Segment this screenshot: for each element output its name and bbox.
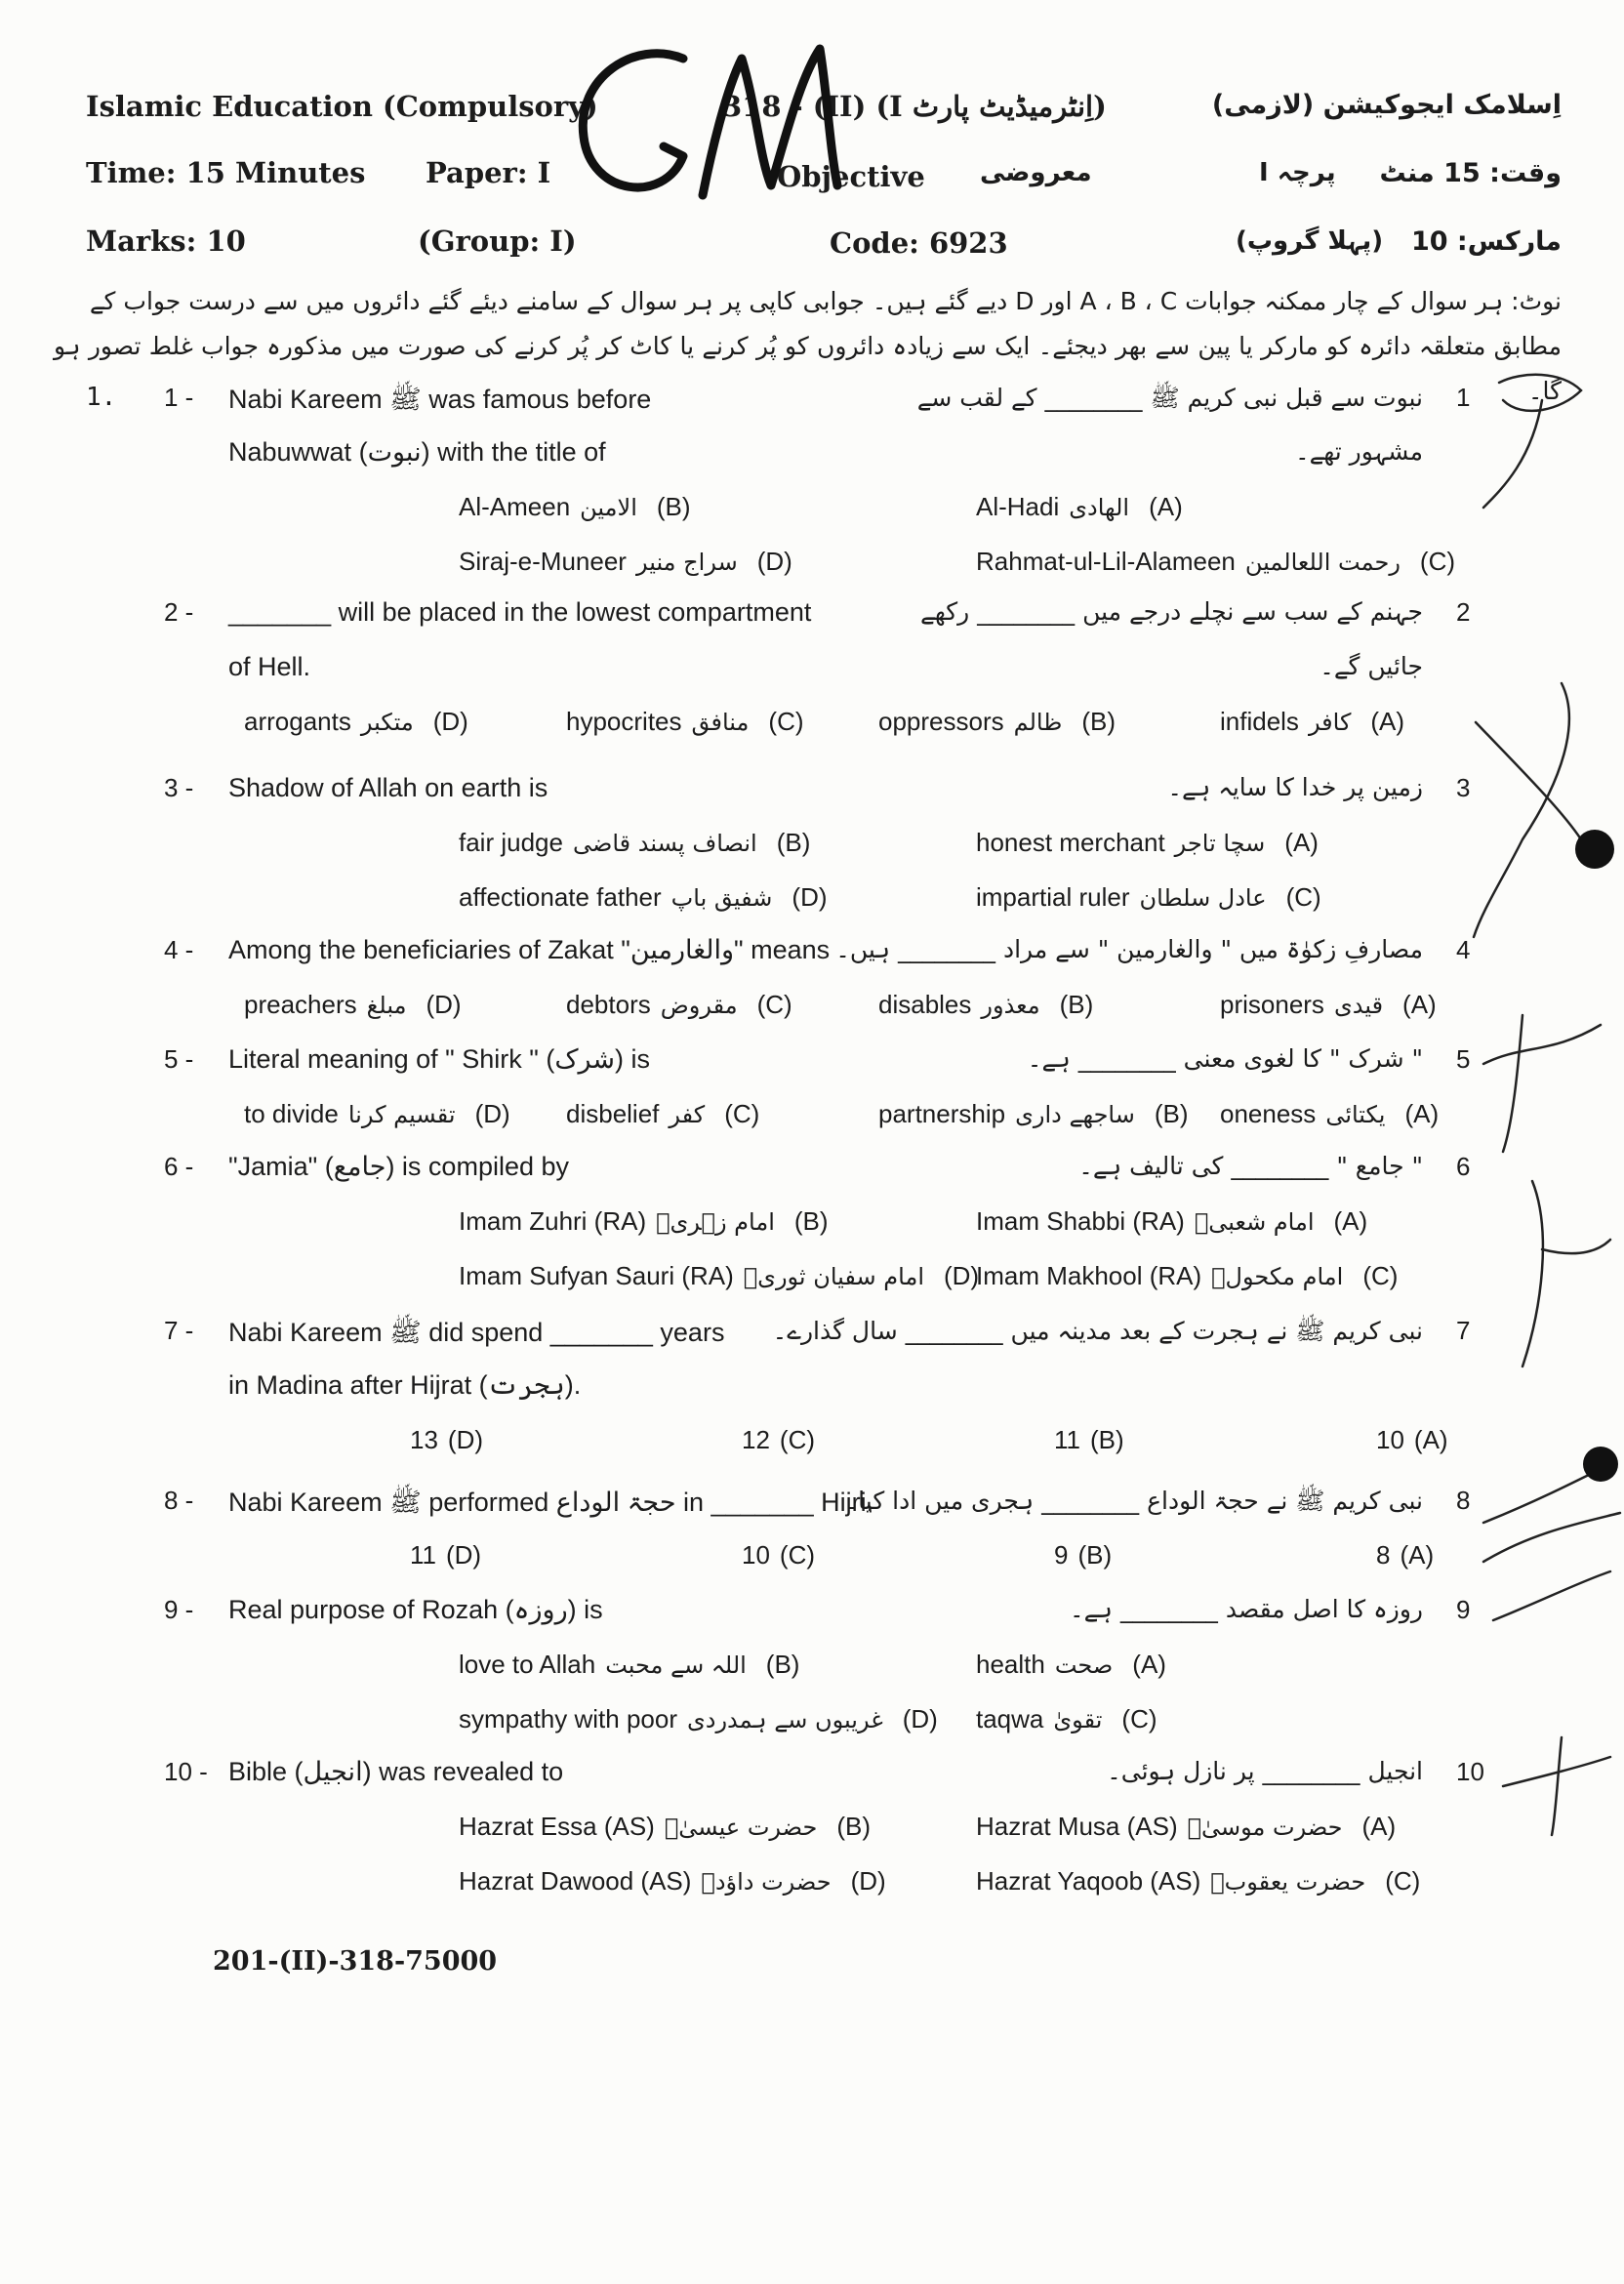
option-letter: (A) <box>1333 1206 1368 1236</box>
option-c <box>976 1866 1420 1897</box>
option-text-urdu: مبلغ <box>366 992 407 1019</box>
question-number-right: 7 <box>1456 1316 1471 1345</box>
question-text-english: Literal meaning of " Shirk " (شرک) is <box>228 1044 650 1074</box>
option-letter: (B) <box>793 1206 829 1236</box>
option-letter: (B) <box>1154 1099 1189 1128</box>
option-letter: (A) <box>1149 492 1183 521</box>
option-a <box>1376 1540 1434 1570</box>
option-b <box>459 1206 829 1237</box>
option-text-english: partnership <box>878 1099 1006 1128</box>
option-text-english: honest merchant <box>976 828 1165 857</box>
question-text-urdu: نبوت سے قبل نبی کریم ﷺ ________ کے لقب سے <box>916 384 1423 412</box>
question-number: 8 - <box>164 1486 194 1515</box>
question-text-english: Nabi Kareem ﷺ did spend _______ years <box>228 1318 725 1347</box>
option-letter: (C) <box>724 1099 760 1128</box>
option-text-urdu: حضرت داؤدؑ <box>701 1868 832 1896</box>
option-d <box>459 882 828 913</box>
option-text-english: love to Allah <box>459 1650 596 1679</box>
option-letter: (B) <box>765 1650 800 1679</box>
option-text-english: preachers <box>244 990 357 1019</box>
question-number-right: 6 <box>1456 1152 1471 1181</box>
option-letter: (C) <box>779 1425 816 1454</box>
option-text-urdu: اللہ سے محبت <box>605 1652 747 1679</box>
question-text-english-continued: Nabuwwat (نبوت) with the title of <box>228 437 606 467</box>
option-d <box>410 1540 481 1570</box>
option-a <box>1220 990 1437 1020</box>
subject-english: Islamic Education (Compulsory) <box>86 90 598 123</box>
question-number-right: 3 <box>1456 773 1471 802</box>
question-number: 7 - <box>164 1316 194 1345</box>
option-text-english: 12 <box>742 1425 770 1454</box>
option-text-urdu: امام سفیان ثوریؒ <box>743 1263 924 1290</box>
option-letter: (A) <box>1402 990 1437 1019</box>
question-text-urdu-continued: جائیں گے۔ <box>1320 652 1423 680</box>
option-c <box>742 1425 815 1455</box>
option-text-english: Hazrat Musa (AS) <box>976 1812 1178 1841</box>
paper-english: Paper: I <box>426 156 551 189</box>
option-text-english: hypocrites <box>566 707 682 736</box>
option-text-english: disables <box>878 990 972 1019</box>
question-number: 9 - <box>164 1595 194 1624</box>
option-text-english: Imam Makhool (RA) <box>976 1261 1202 1290</box>
option-text-english: Rahmat-ul-Lil-Alameen <box>976 547 1236 576</box>
option-d <box>459 1261 979 1291</box>
option-letter: (D) <box>902 1704 938 1733</box>
question-number: 6 - <box>164 1152 194 1181</box>
option-b <box>1054 1540 1112 1570</box>
instructions-line-2: مطابق متعلقہ دائرہ کو مارکر یا پین سے بھر دیجئے۔ ایک سے زیادہ دائروں کو پُر کرنے یا کاٹ کر پُر کرنے کی صورت میں مذکورہ جواب غلط تصور ہو گا۔ <box>54 332 1562 405</box>
option-text-english: health <box>976 1650 1045 1679</box>
option-b <box>878 1099 1189 1129</box>
option-text-english: Al-Hadi <box>976 492 1060 521</box>
option-letter: (B) <box>1090 1425 1124 1454</box>
option-letter: (A) <box>1284 828 1319 857</box>
option-text-english: oneness <box>1220 1099 1317 1128</box>
option-text-english: Hazrat Yaqoob (AS) <box>976 1866 1201 1896</box>
question-text-english: Bible (انجیل) was revealed to <box>228 1757 564 1786</box>
option-text-english: fair judge <box>459 828 563 857</box>
option-letter: (D) <box>447 1425 484 1454</box>
option-c <box>976 1261 1398 1291</box>
option-a <box>1220 1099 1439 1129</box>
option-text-english: sympathy with poor <box>459 1704 677 1733</box>
option-d <box>459 1866 886 1897</box>
question-number-right: 8 <box>1456 1486 1471 1515</box>
question-number: 4 - <box>164 935 194 964</box>
option-d <box>459 1704 938 1734</box>
option-text-urdu: امام زہریؒ <box>656 1208 775 1236</box>
option-b <box>459 1812 871 1842</box>
time-english: Time: 15 Minutes <box>86 156 366 189</box>
option-text-urdu: کافر <box>1308 709 1352 736</box>
option-d <box>410 1425 483 1455</box>
question-text-urdu: " جامع " ________ کی تالیف ہے۔ <box>1078 1152 1423 1180</box>
option-b <box>878 707 1116 737</box>
option-a <box>1376 1425 1448 1455</box>
question-text-english: "Jamia" (جامع) is compiled by <box>228 1152 570 1181</box>
option-d <box>459 547 792 577</box>
question-text-urdu: جہنم کے سب سے نچلے درجے میں ________ رکھے <box>920 597 1423 626</box>
question-number-right: 1 <box>1456 383 1471 412</box>
option-text-urdu: تقسیم کرنا <box>347 1101 456 1128</box>
option-text-urdu: متکبر <box>360 709 414 736</box>
option-letter: (A) <box>1132 1650 1166 1679</box>
option-text-english: impartial ruler <box>976 882 1130 912</box>
option-letter: (C) <box>1362 1261 1399 1290</box>
margin-ticks <box>1474 375 1620 1835</box>
filled-bubbles <box>1575 830 1618 1482</box>
option-text-urdu: یکتائی <box>1325 1101 1386 1128</box>
option-a <box>1220 707 1404 737</box>
option-letter: (A) <box>1361 1812 1397 1841</box>
option-text-urdu: سچا تاجر <box>1174 830 1266 857</box>
option-d <box>244 707 468 737</box>
option-a <box>976 1650 1166 1680</box>
option-text-urdu: سراج منیر <box>635 549 738 576</box>
subject-urdu: اِسلامک ایجوکیشن (لازمی) <box>1211 90 1562 120</box>
question-text-english: Nabi Kareem ﷺ was famous before <box>228 385 652 414</box>
question-text-urdu: مصارفِ زکوٰۃ میں " والغارمین " سے مراد ________ ہیں۔ <box>835 935 1423 963</box>
option-letter: (D) <box>426 990 462 1019</box>
option-text-urdu: تقویٰ <box>1053 1706 1103 1733</box>
option-letter: (C) <box>756 990 792 1019</box>
option-text-urdu: غریبوں سے ہمدردی <box>686 1706 883 1733</box>
group-urdu: (پہلا گروپ) <box>1236 226 1384 256</box>
paper-code-center: (اِنٹرمیڈیٹ پارٹ I) 318 - (II) <box>722 90 1107 123</box>
question-text-urdu: روزہ کا اصل مقصد ________ ہے۔ <box>1069 1595 1423 1623</box>
option-text-english: 9 <box>1054 1540 1069 1570</box>
option-letter: (B) <box>656 492 691 521</box>
time-urdu: وقت: 15 منٹ <box>1379 158 1562 188</box>
option-text-urdu: کفر <box>669 1101 706 1128</box>
objective-urdu: معروضی <box>980 158 1092 187</box>
question-text-urdu-continued: مشہور تھے۔ <box>1294 437 1423 466</box>
question-text-urdu: " شرک " کا لغوی معنی ________ ہے۔ <box>1027 1044 1423 1073</box>
option-text-urdu: صحت <box>1054 1652 1114 1679</box>
objective-english: Objective <box>777 160 925 193</box>
option-letter: (B) <box>1081 707 1116 736</box>
option-letter: (D) <box>446 1540 482 1570</box>
question-text-english-continued: of Hell. <box>228 652 311 681</box>
option-letter: (D) <box>432 707 468 736</box>
option-letter: (A) <box>1400 1540 1435 1570</box>
marks-english: Marks: 10 <box>86 224 246 258</box>
option-letter: (D) <box>792 882 828 912</box>
marks-urdu: مارکس: 10 <box>1410 226 1562 257</box>
option-text-english: Hazrat Essa (AS) <box>459 1812 655 1841</box>
option-text-english: Imam Shabbi (RA) <box>976 1206 1185 1236</box>
option-letter: (C) <box>779 1540 816 1570</box>
option-d <box>244 1099 510 1129</box>
question-number-right: 9 <box>1456 1595 1471 1624</box>
question-text-urdu: نبی کریم ﷺ نے ہجرت کے بعد مدینہ میں ________ سال گذارے۔ <box>772 1317 1423 1345</box>
option-text-english: 10 <box>742 1540 770 1570</box>
option-text-english: Al-Ameen <box>459 492 571 521</box>
paper-urdu: پرچہ I <box>1259 158 1336 187</box>
option-letter: (C) <box>1419 547 1455 576</box>
option-letter: (D) <box>474 1099 510 1128</box>
group-english: (Group: I) <box>418 224 577 258</box>
option-c <box>566 707 804 737</box>
option-b <box>1054 1425 1124 1455</box>
option-d <box>244 990 462 1020</box>
option-text-english: Hazrat Dawood (AS) <box>459 1866 692 1896</box>
option-text-urdu: عادل سلطان <box>1139 884 1267 912</box>
option-text-urdu: حضرت موسیٰؑ <box>1187 1814 1343 1841</box>
question-text-urdu: زمین پر خدا کا سایہ ہے۔ <box>1167 773 1423 801</box>
option-text-english: 8 <box>1376 1540 1391 1570</box>
option-b <box>459 1650 799 1680</box>
option-letter: (C) <box>1121 1704 1157 1733</box>
option-b <box>459 492 691 522</box>
question-text-english: Nabi Kareem ﷺ performed حجۃ الوداع in _______ Hijri. <box>228 1488 874 1517</box>
option-text-english: debtors <box>566 990 651 1019</box>
option-a <box>976 828 1319 858</box>
option-text-urdu: ساجھے داری <box>1015 1101 1135 1128</box>
option-text-english: infidels <box>1220 707 1299 736</box>
question-number-right: 10 <box>1456 1757 1484 1786</box>
question-number: 3 - <box>164 773 194 802</box>
option-a <box>976 492 1183 522</box>
option-letter: (B) <box>776 828 811 857</box>
option-text-english: arrogants <box>244 707 351 736</box>
question-text-english: Real purpose of Rozah (روزہ) is <box>228 1595 603 1624</box>
option-text-english: affectionate father <box>459 882 662 912</box>
option-text-english: oppressors <box>878 707 1004 736</box>
option-text-urdu: قیدی <box>1333 992 1384 1019</box>
option-text-english: prisoners <box>1220 990 1324 1019</box>
option-text-english: 13 <box>410 1425 438 1454</box>
option-letter: (B) <box>1059 990 1094 1019</box>
option-text-urdu: رحمت اللعالمین <box>1244 549 1401 576</box>
question-text-english: Shadow of Allah on earth is <box>228 773 548 802</box>
option-b <box>878 990 1093 1020</box>
question-text-english-continued: in Madina after Hijrat (ہجرت). <box>228 1370 582 1400</box>
option-letter: (D) <box>756 547 792 576</box>
option-letter: (D) <box>944 1261 980 1290</box>
option-c <box>976 1704 1157 1734</box>
question-text-english: Among the beneficiaries of Zakat "والغارمین" means <box>228 935 831 964</box>
instructions-line-1: نوٹ: ہر سوال کے چار ممکنہ جوابات A ، B ، C اور D دیے گئے ہیں۔ جوابی کاپی پر ہر سوال کے سامنے دیئے گئے دائروں میں سے درست جواب کے <box>89 287 1562 315</box>
option-text-english: Siraj-e-Muneer <box>459 547 627 576</box>
option-text-english: 10 <box>1376 1425 1404 1454</box>
option-text-english: 11 <box>1054 1425 1080 1454</box>
option-text-english: Imam Sufyan Sauri (RA) <box>459 1261 734 1290</box>
question-main-number: 1. <box>86 383 117 412</box>
option-text-urdu: الامین <box>580 494 637 521</box>
option-text-urdu: حضرت عیسیٰؑ <box>664 1814 818 1841</box>
option-text-urdu: امام مکحولؒ <box>1211 1263 1344 1290</box>
question-text-urdu: انجیل ________ پر نازل ہوئی۔ <box>1107 1757 1423 1785</box>
option-letter: (C) <box>1285 882 1321 912</box>
question-text-english: _______ will be placed in the lowest compartment <box>228 597 812 627</box>
option-text-english: 11 <box>410 1540 436 1570</box>
question-number: 1 - <box>164 383 194 412</box>
option-text-urdu: مقروض <box>660 992 738 1019</box>
code-english: Code: 6923 <box>830 226 1008 260</box>
paper-footer-code: 201-(II)-318-75000 <box>213 1946 498 1977</box>
option-text-english: Imam Zuhri (RA) <box>459 1206 647 1236</box>
option-text-english: disbelief <box>566 1099 660 1128</box>
option-text-urdu: شفیق باپ <box>670 884 773 912</box>
question-number: 5 - <box>164 1044 194 1074</box>
option-letter: (D) <box>850 1866 886 1896</box>
option-a <box>976 1206 1367 1237</box>
question-number: 2 - <box>164 597 194 627</box>
option-a <box>976 1812 1396 1842</box>
question-text-urdu: نبی کریم ﷺ نے حجۃ الوداع ________ ہجری میں ادا کیا۔ <box>843 1487 1423 1515</box>
option-letter: (B) <box>836 1812 871 1841</box>
option-text-urdu: معذور <box>981 992 1040 1019</box>
option-text-urdu: منافق <box>691 709 750 736</box>
option-c <box>976 882 1321 913</box>
option-letter: (C) <box>1385 1866 1421 1896</box>
question-number-right: 4 <box>1456 935 1471 964</box>
option-c <box>976 547 1455 577</box>
option-c <box>566 990 792 1020</box>
option-b <box>459 828 810 858</box>
option-letter: (A) <box>1370 707 1405 736</box>
option-text-urdu: ظالم <box>1013 709 1063 736</box>
option-letter: (A) <box>1413 1425 1448 1454</box>
question-number-right: 2 <box>1456 597 1471 627</box>
option-letter: (C) <box>768 707 804 736</box>
option-text-english: to divide <box>244 1099 339 1128</box>
option-letter: (A) <box>1404 1099 1440 1128</box>
option-text-urdu: الهادی <box>1069 494 1130 521</box>
question-number-right: 5 <box>1456 1044 1471 1074</box>
question-number: 10 - <box>164 1757 208 1786</box>
option-c <box>742 1540 815 1570</box>
option-text-urdu: حضرت یعقوبؑ <box>1210 1868 1366 1896</box>
option-c <box>566 1099 759 1129</box>
option-letter: (B) <box>1077 1540 1113 1570</box>
option-text-urdu: انصاف پسند قاضی <box>572 830 757 857</box>
option-text-english: taqwa <box>976 1704 1044 1733</box>
option-text-urdu: امام شعبیؒ <box>1194 1208 1315 1236</box>
